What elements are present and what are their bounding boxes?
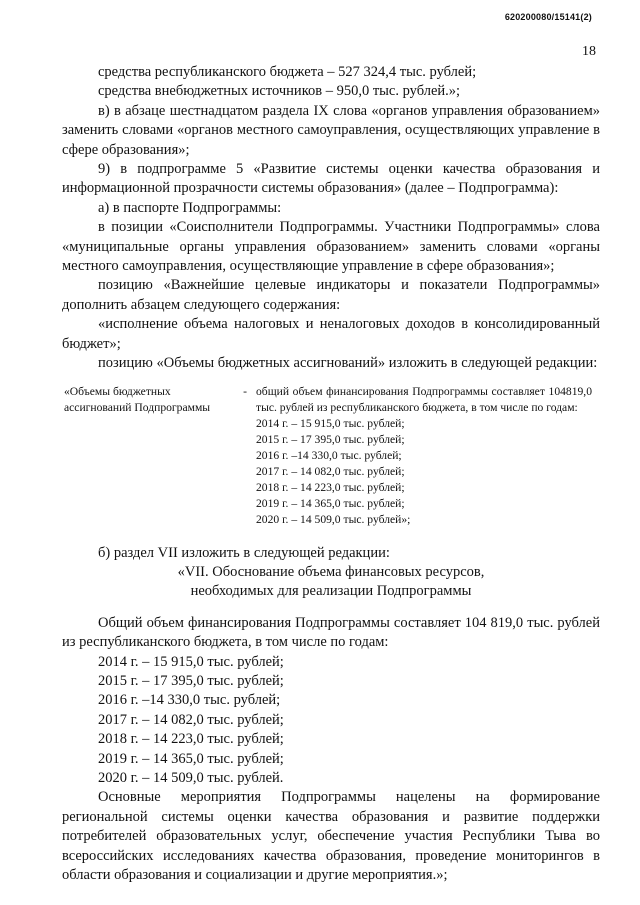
table-year-2019: 2019 г. – 14 365,0 тыс. рублей; — [256, 496, 405, 510]
document-body — [62, 63, 600, 885]
year-2019: 2019 г. – 14 365,0 тыс. рублей; — [98, 750, 284, 767]
paragraph-total-financing: Общий объем финансирования Подпрограммы составляет 104 819,0 тыс. рублей из республиканского бюджета, в том числе по годам: — [62, 614, 600, 651]
document-id: 620200080/15141(2) — [504, 12, 592, 22]
table-year-2014: 2014 г. – 15 915,0 тыс. рублей; — [256, 416, 405, 430]
table-year-2017: 2017 г. – 14 082,0 тыс. рублей; — [256, 464, 405, 478]
paragraph-position-coexecutors: в позиции «Соисполнители Подпрограммы. Участники Подпрограммы» слова «муниципальные органы управления образованием» заменить словами «органы местного самоуправления, осуществляющие управление в сфере образования»; — [62, 219, 600, 275]
paragraph-b: б) раздел VII изложить в следующей редакции: — [98, 544, 390, 561]
paragraph-main-measures: Основные мероприятия Подпрограммы нацелены на формирование региональной системы оценки качества образования и развитие поддержки потребителей образовательных услуг, обеспечение участия Республики Тыва во всероссийских исследованиях качества образования, проведение мониторингов в области образования и социализации и другие мероприятия.»; — [62, 789, 600, 883]
table-year-2016: 2016 г. –14 330,0 тыс. рублей; — [256, 448, 402, 462]
section-heading-line2: необходимых для реализации Подпрограммы — [190, 583, 472, 600]
table-right-cell — [256, 384, 600, 528]
paragraph-execution-quote: «исполнение объема налоговых и неналоговых доходов в консолидированный бюджет»; — [62, 316, 600, 352]
year-2015: 2015 г. – 17 395,0 тыс. рублей; — [98, 672, 284, 689]
table-left-cell: «Объемы бюджетных ассигнований Подпрограммы — [64, 384, 211, 414]
years-list — [62, 653, 600, 789]
year-2017: 2017 г. – 14 082,0 тыс. рублей; — [98, 711, 284, 728]
page-number: 18 — [582, 44, 596, 59]
table-year-2015: 2015 г. – 17 395,0 тыс. рублей; — [256, 432, 405, 446]
paragraph-extrabudget: средства внебюджетных источников – 950,0 тыс. рублей.»; — [98, 83, 461, 100]
table-year-2020: 2020 г. – 14 509,0 тыс. рублей»; — [256, 512, 411, 526]
passport-table — [62, 384, 600, 528]
table-dash: - — [243, 384, 247, 398]
year-2014: 2014 г. – 15 915,0 тыс. рублей; — [98, 653, 284, 670]
paragraph-budget-allocations: позицию «Объемы бюджетных ассигнований» изложить в следующей редакции: — [98, 355, 598, 372]
year-2018: 2018 г. – 14 223,0 тыс. рублей; — [98, 731, 284, 748]
table-financing-text: общий объем финансирования Подпрограммы составляет 104819,0 тыс. рублей из республиканского бюджета, в том числе по годам: — [256, 384, 592, 414]
paragraph-republic-budget: средства республиканского бюджета – 527 324,4 тыс. рублей; — [98, 64, 477, 80]
paragraph-v: в) в абзаце шестнадцатом раздела IX слова «органов управления образованием» заменить словами «органов местного самоуправления, осуществляющих управление в сфере образования»; — [62, 102, 600, 158]
paragraph-9: 9) в подпрограмме 5 «Развитие системы оценки качества образования и информационной прозрачности системы образования» (далее – Подпрограмма): — [62, 161, 600, 197]
table-year-2018: 2018 г. – 14 223,0 тыс. рублей; — [256, 480, 405, 494]
paragraph-indicators: позицию «Важнейшие целевые индикаторы и показатели Подпрограммы» дополнить абзацем следующего содержания: — [62, 277, 600, 313]
year-2020: 2020 г. – 14 509,0 тыс. рублей. — [98, 769, 284, 786]
section-heading-line1: «VII. Обоснование объема финансовых ресурсов, — [177, 563, 485, 580]
year-2016: 2016 г. –14 330,0 тыс. рублей; — [98, 692, 281, 709]
paragraph-a: а) в паспорте Подпрограммы: — [98, 199, 282, 216]
